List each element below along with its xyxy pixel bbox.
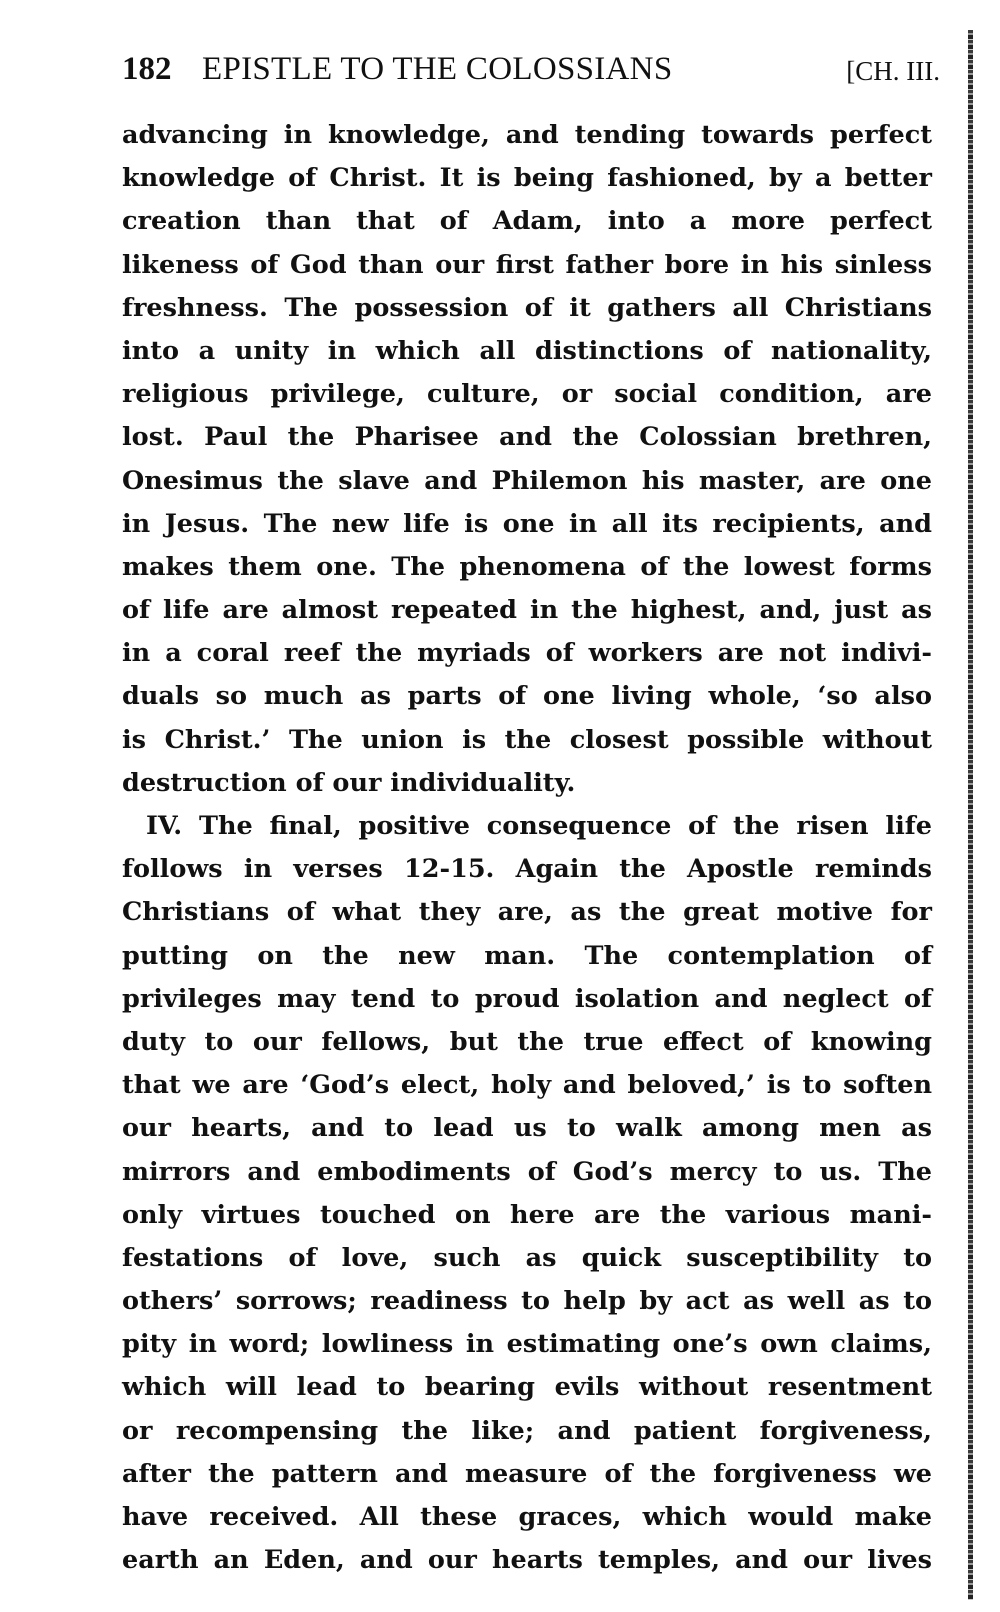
paragraph-start-line: IV. The final, positive consequence of the risen life [146, 811, 932, 841]
text-line: have received. All these graces, which would make [122, 1502, 932, 1532]
text-line: creation than that of Adam, into a more perfect [122, 206, 932, 237]
body-text [122, 114, 932, 1582]
text-line: which will lead to bearing evils without resentment [122, 1372, 932, 1403]
text-line: advancing in knowledge, and tending towards perfect [122, 120, 932, 150]
text-line: religious privilege, culture, or social condition, are [122, 379, 932, 410]
paragraph-end-line: destruction of our individuality. [122, 767, 576, 798]
text-line: in a coral reef the myriads of workers are not indivi- [122, 638, 932, 669]
text-line: lost. Paul the Pharisee and the Colossian brethren, [122, 422, 932, 453]
text-line: knowledge of Christ. It is being fashioned, by a better [122, 163, 932, 194]
text-line: duty to our fellows, but the true effect of knowing [122, 1026, 932, 1057]
text-line: follows in verses 12-15. Again the Apostle reminds [122, 854, 932, 885]
chapter-reference: [CH. III. [846, 56, 940, 86]
scanned-binding-edge [968, 30, 973, 1600]
text-line: or recompensing the like; and patient forgiveness, [122, 1415, 932, 1446]
text-line: mirrors and embodiments of God’s mercy to us. The [122, 1156, 932, 1187]
text-line: Christians of what they are, as the great motive for [122, 897, 932, 928]
text-line: of life are almost repeated in the highest, and, just as [122, 595, 932, 626]
text-line: putting on the new man. The contemplation of [122, 940, 932, 971]
text-line: earth an Eden, and our hearts temples, and our lives [122, 1545, 932, 1576]
text-line: after the pattern and measure of the forgiveness we [122, 1458, 932, 1489]
text-line: others’ sorrows; readiness to help by act as well as to [122, 1286, 932, 1317]
text-line: is Christ.’ The union is the closest possible without [122, 724, 932, 755]
book-title: EPISTLE TO THE COLOSSIANS [202, 51, 673, 87]
text-line: duals so much as parts of one living whole, ‘so also [122, 681, 932, 712]
page-number: 182 [122, 51, 172, 87]
text-line: only virtues touched on here are the various mani- [122, 1199, 932, 1230]
text-line: freshness. The possession of it gathers all Christians [122, 292, 932, 323]
text-line: in Jesus. The new life is one in all its recipients, and [122, 508, 932, 539]
text-line: festations of love, such as quick susceptibility to [122, 1242, 932, 1273]
text-line: privileges may tend to proud isolation and neglect of [122, 983, 932, 1014]
text-line: pity in word; lowliness in estimating one’s own claims, [122, 1329, 932, 1360]
text-line: makes them one. The phenomena of the lowest forms [122, 551, 932, 582]
text-line: Onesimus the slave and Philemon his master, are one [122, 465, 932, 496]
text-line: likeness of God than our first father bore in his sinless [122, 249, 932, 280]
running-head [122, 44, 940, 94]
text-line: into a unity in which all distinctions of nationality, [122, 335, 932, 366]
text-line: that we are ‘God’s elect, holy and beloved,’ is to soften [122, 1070, 932, 1101]
text-line: our hearts, and to lead us to walk among men as [122, 1113, 932, 1144]
